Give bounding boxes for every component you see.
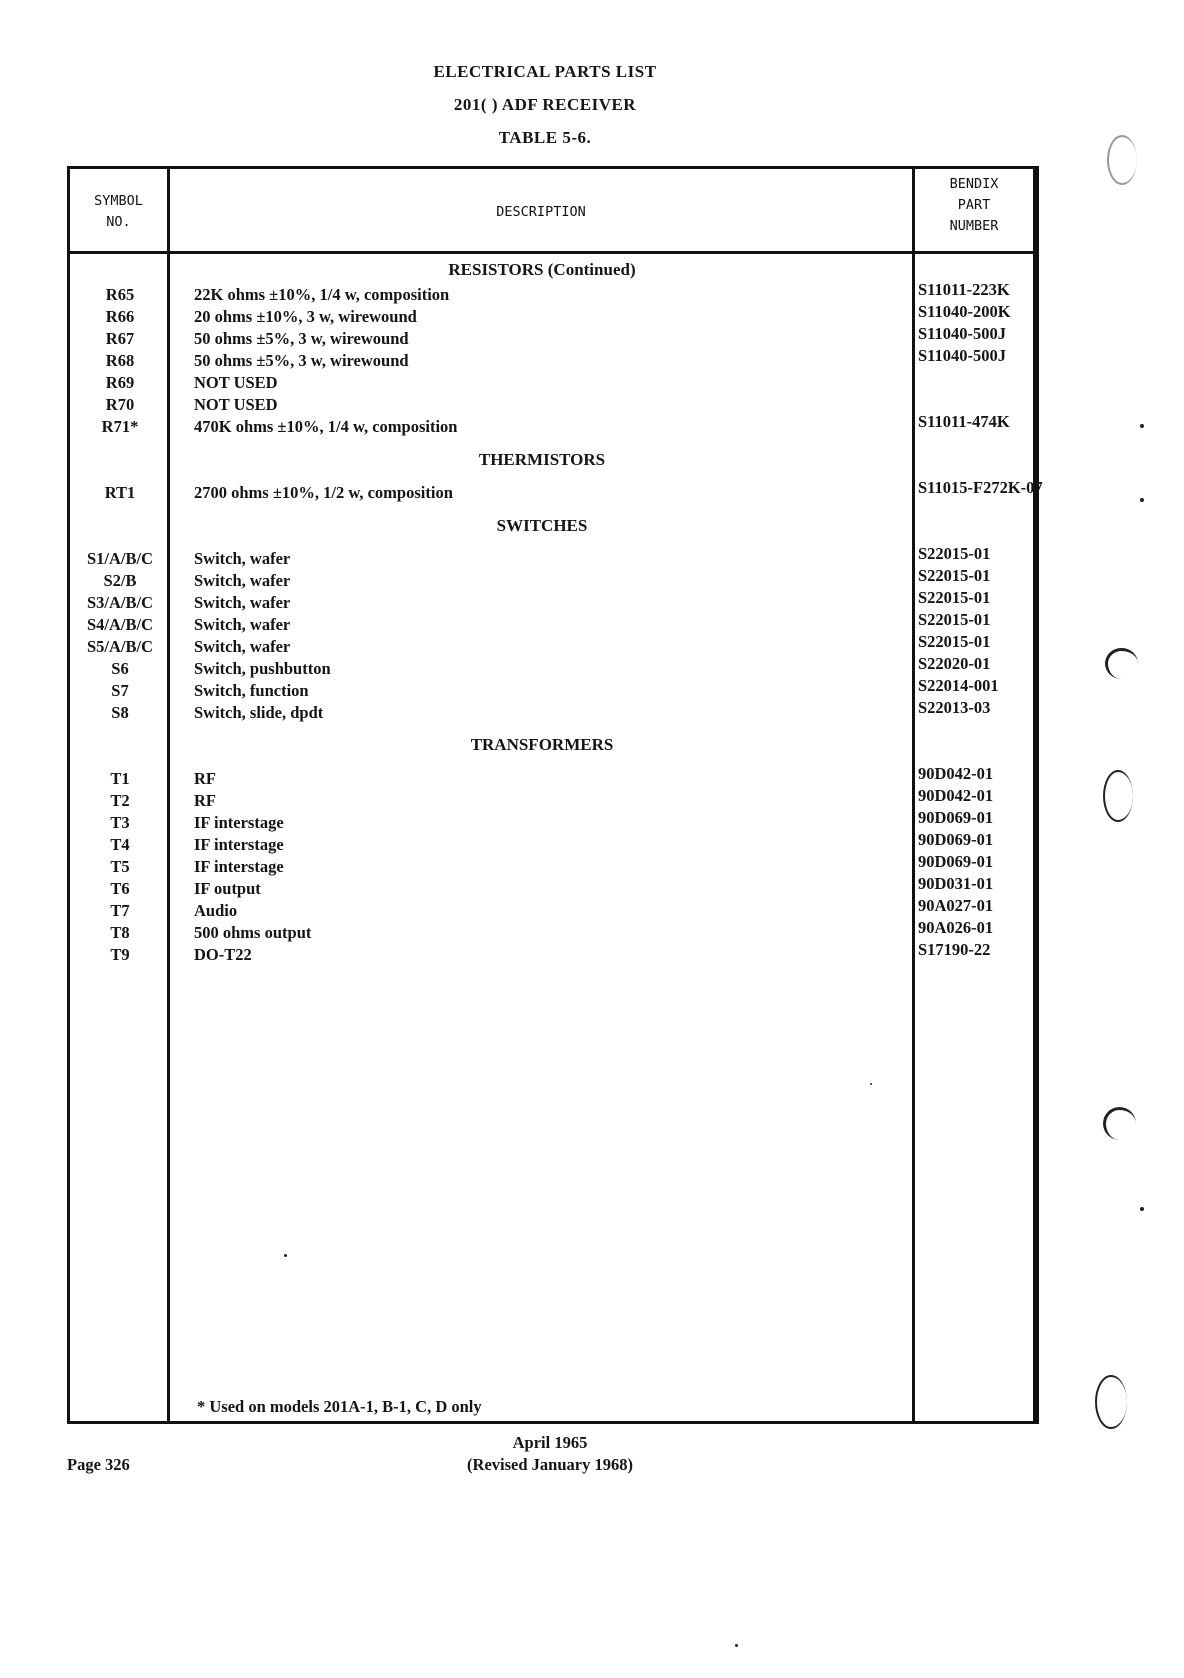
table-row (70, 588, 1042, 614)
description-cell: IF interstage (194, 835, 284, 854)
part-header-line: BENDIX (949, 176, 999, 192)
description-cell: NOT USED (194, 373, 278, 392)
part-number-cell: S11040-500J (918, 346, 1007, 365)
table-label: TABLE 5-6. (498, 128, 592, 147)
symbol-cell: T5 (110, 857, 130, 876)
description-column-header: DESCRIPTION (496, 204, 586, 220)
part-number-column-header (915, 174, 1033, 237)
table-row (70, 786, 1042, 812)
symbol-cell: T2 (110, 791, 130, 810)
part-number-cell: 90D031-01 (918, 874, 994, 893)
part-number-cell: S11040-200K (918, 302, 1011, 321)
table-row (70, 394, 1042, 416)
description-cell: Switch, wafer (194, 637, 291, 656)
symbol-cell: R71* (101, 417, 139, 436)
description-cell: RF (194, 769, 216, 788)
symbol-header-line: SYMBOL (94, 193, 143, 209)
table-row (70, 632, 1042, 658)
symbol-cell: R68 (105, 351, 135, 370)
table-row (70, 940, 1042, 966)
table-row (70, 324, 1042, 350)
part-number-cell: 90A027-01 (918, 896, 994, 915)
part-number-cell: S22015-01 (918, 610, 991, 629)
revision-date: (Revised January 1968) (467, 1455, 633, 1474)
symbol-cell: T4 (110, 835, 130, 854)
table-row (70, 830, 1042, 856)
part-number-cell: S22020-01 (918, 654, 991, 673)
scan-speck (1140, 1207, 1144, 1211)
part-number-cell: 90D042-01 (918, 786, 994, 805)
issue-date: April 1965 (512, 1433, 588, 1452)
description-cell: 500 ohms output (194, 923, 312, 942)
description-cell: Switch, wafer (194, 593, 291, 612)
description-cell: IF interstage (194, 813, 284, 832)
part-number-cell: 90D042-01 (918, 764, 994, 783)
symbol-cell: RT1 (104, 483, 136, 502)
table-row (70, 918, 1042, 944)
table-row (70, 346, 1042, 372)
description-cell: NOT USED (194, 395, 278, 414)
description-cell: IF interstage (194, 857, 284, 876)
table-row (70, 764, 1042, 790)
symbol-cell: R67 (105, 329, 135, 348)
scan-speck (1140, 498, 1144, 502)
table-row (70, 610, 1042, 636)
section-title-switches: SWITCHES (496, 516, 588, 535)
description-cell: Switch, wafer (194, 549, 291, 568)
table-row (70, 566, 1042, 592)
section-title-resistors: RESISTORS (Continued) (448, 260, 636, 279)
table-row (70, 412, 1042, 438)
page-title: ELECTRICAL PARTS LIST (433, 62, 657, 81)
binder-hole-mark (1103, 770, 1133, 822)
description-cell: Switch, wafer (194, 571, 291, 590)
parts-table (67, 166, 1043, 1424)
description-cell: Audio (194, 901, 238, 920)
header-divider (70, 251, 1036, 254)
symbol-cell: S1/A/B/C (86, 549, 154, 568)
part-header-line: PART (957, 197, 991, 213)
table-row (70, 654, 1042, 680)
symbol-cell: S5/A/B/C (86, 637, 154, 656)
symbol-cell: S4/A/B/C (86, 615, 154, 634)
part-number-cell: 90A026-01 (918, 918, 994, 937)
description-cell: 470K ohms ±10%, 1/4 w, composition (194, 417, 458, 436)
table-row (70, 478, 1043, 504)
description-cell: 50 ohms ±5%, 3 w, wirewound (194, 351, 409, 370)
table-row (70, 698, 1042, 724)
scan-speck (870, 1083, 872, 1085)
binder-hole-mark (1107, 135, 1137, 185)
part-number-cell: S17190-22 (918, 940, 991, 959)
table-row (70, 808, 1042, 834)
table-row (70, 372, 1042, 394)
part-number-cell: S11015-F272K-07 (918, 478, 1043, 497)
description-cell: 2700 ohms ±10%, 1/2 w, composition (194, 483, 453, 502)
section-title-transformers: TRANSFORMERS (470, 735, 614, 754)
table-row (70, 896, 1042, 922)
part-number-cell: S22015-01 (918, 632, 991, 651)
table-row (70, 852, 1042, 878)
table-row (70, 676, 1042, 702)
description-cell: Switch, function (194, 681, 309, 700)
symbol-cell: S6 (111, 659, 129, 678)
footnote: * Used on models 201A-1, B-1, C, D only (197, 1397, 482, 1416)
binder-hole-mark (1095, 1375, 1127, 1429)
description-cell: DO-T22 (194, 945, 252, 964)
symbol-cell: R70 (105, 395, 135, 414)
part-number-cell: S22015-01 (918, 588, 991, 607)
part-number-cell: S11011-223K (918, 280, 1010, 299)
symbol-cell: S8 (111, 703, 129, 722)
part-header-line: NUMBER (949, 218, 999, 234)
part-number-cell: S11040-500J (918, 324, 1007, 343)
symbol-cell: T6 (110, 879, 130, 898)
description-cell: 20 ohms ±10%, 3 w, wirewound (194, 307, 417, 326)
page-number: Page 326 (67, 1455, 130, 1474)
description-cell: RF (194, 791, 216, 810)
symbol-cell: T7 (110, 901, 130, 920)
part-number-cell: S22015-01 (918, 566, 991, 585)
description-cell: 50 ohms ±5%, 3 w, wirewound (194, 329, 409, 348)
description-cell: Switch, wafer (194, 615, 291, 634)
part-number-cell: S22015-01 (918, 544, 991, 563)
scan-speck (1140, 424, 1144, 428)
symbol-cell: T3 (110, 813, 130, 832)
part-number-cell: S11011-474K (918, 412, 1010, 431)
part-number-cell: S22013-03 (918, 698, 991, 717)
binder-hole-mark (1105, 648, 1138, 679)
description-cell: Switch, slide, dpdt (194, 703, 324, 722)
description-cell: IF output (194, 879, 261, 898)
part-number-cell: S22014-001 (918, 676, 999, 695)
symbol-header-line: NO. (106, 214, 131, 230)
symbol-cell: R69 (105, 373, 135, 392)
description-cell: 22K ohms ±10%, 1/4 w, composition (194, 285, 450, 304)
symbol-column-header (70, 191, 167, 233)
table-row (70, 874, 1042, 900)
part-number-cell: 90D069-01 (918, 808, 994, 827)
symbol-cell: T8 (110, 923, 130, 942)
scan-speck (735, 1644, 738, 1647)
symbol-cell: S3/A/B/C (86, 593, 154, 612)
page-subtitle: 201( ) ADF RECEIVER (453, 95, 637, 114)
table-row (70, 544, 1042, 570)
table-row (70, 302, 1042, 328)
binder-hole-mark (1103, 1107, 1136, 1140)
symbol-cell: T9 (110, 945, 130, 964)
symbol-cell: S7 (111, 681, 129, 700)
scan-speck (284, 1254, 287, 1257)
table-row (70, 280, 1042, 306)
symbol-cell: S2/B (103, 571, 137, 590)
description-cell: Switch, pushbutton (194, 659, 331, 678)
symbol-cell: R65 (105, 285, 135, 304)
symbol-cell: T1 (110, 769, 130, 788)
part-number-cell: 90D069-01 (918, 830, 994, 849)
section-title-thermistors: THERMISTORS (478, 450, 606, 469)
symbol-cell: R66 (105, 307, 135, 326)
part-number-cell: 90D069-01 (918, 852, 994, 871)
